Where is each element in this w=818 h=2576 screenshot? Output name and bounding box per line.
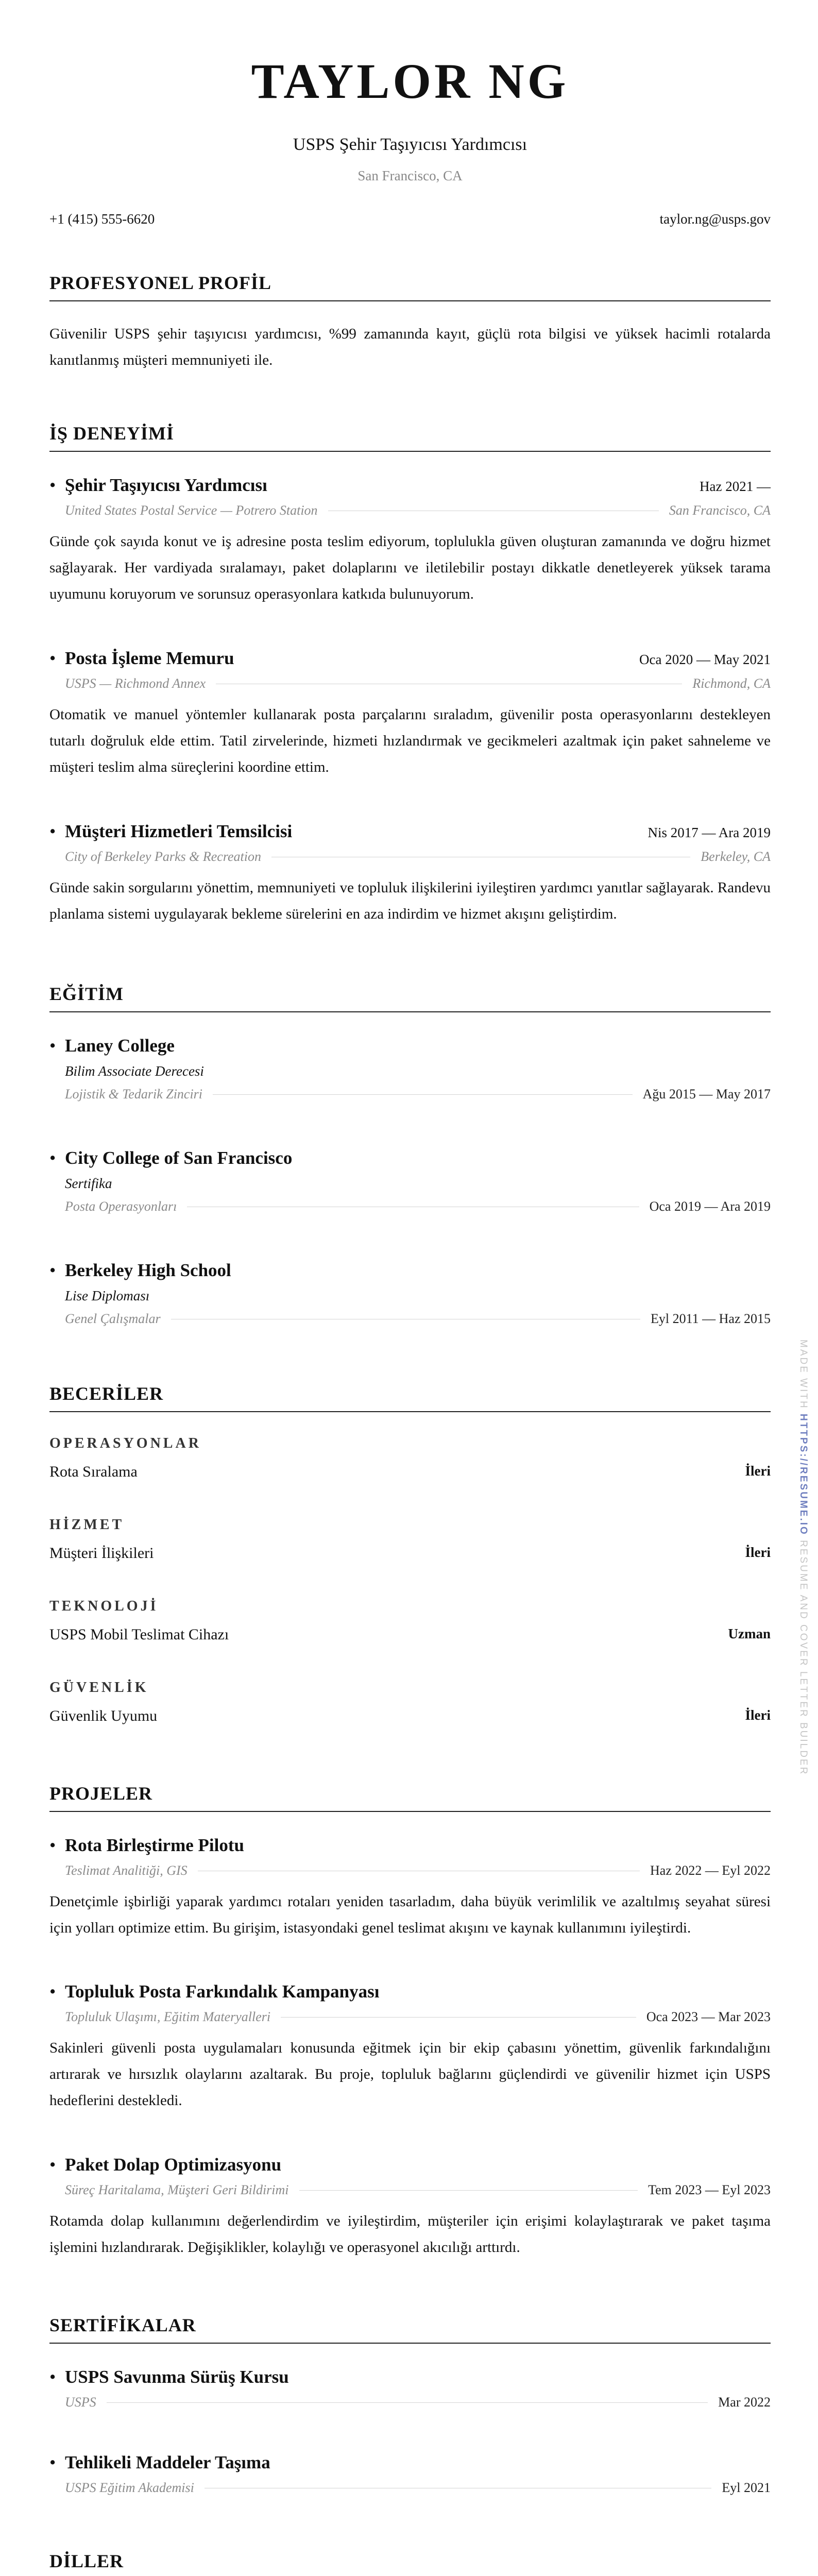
education-item — [49, 1036, 771, 1102]
projects-section — [49, 1783, 771, 1812]
experience-item — [49, 821, 771, 927]
project-tags: Topluluk Ulaşımı, Eğitim Materyalleri — [65, 2009, 271, 2024]
education-date: Oca 2019 — Ara 2019 — [649, 1199, 771, 1214]
job-employer: USPS — Richmond Annex — [65, 676, 206, 691]
project-description: Denetçimle işbirliği yaparak yardımcı rotaları yeniden tasarladım, daha büyük verimlilik ve azaltılmış seyahat süresi için yolları optimize ettim. Bu girişim, istasyondaki genel teslimat akışını ve kaynak kullanımını iyileştirdi. — [49, 1893, 771, 1936]
skill-name: Müşteri İlişkileri — [49, 1545, 154, 1562]
profile-heading: PROFESYONEL PROFİL — [49, 272, 771, 301]
contact-row — [49, 211, 771, 227]
skill-level: İleri — [745, 1545, 771, 1560]
school-name: • Berkeley High School — [49, 1260, 231, 1281]
certification-title: • Tehlikeli Maddeler Taşıma — [49, 2452, 270, 2473]
job-location: Richmond, CA — [692, 676, 771, 691]
project-title: • Rota Birleştirme Pilotu — [49, 1835, 244, 1856]
skill-category: HİZMET — [49, 1517, 125, 1533]
job-location: Berkeley, CA — [701, 849, 771, 864]
project-title: • Topluluk Posta Farkındalık Kampanyası — [49, 1981, 379, 2002]
education-item — [49, 1260, 771, 1327]
location: San Francisco, CA — [357, 168, 463, 183]
experience-heading: İŞ DENEYİMİ — [49, 422, 771, 452]
certification-date: Mar 2022 — [718, 2395, 771, 2410]
skills-section — [49, 1383, 771, 1412]
profile-text: Güvenilir USPS şehir taşıyıcısı yardımcısı, %99 zamanında kayıt, güçlü rota bilgisi ve yüksek hacimli rotalarda kanıtlanmış müşteri memnuniyeti ile. — [49, 326, 771, 369]
watermark-link[interactable]: HTTPS://RESUME.IO — [798, 1414, 809, 1536]
project-tags: Süreç Haritalama, Müşteri Geri Bildirimi — [65, 2182, 289, 2197]
education-section — [49, 983, 771, 1012]
certifications-heading: SERTİFİKALAR — [49, 2314, 771, 2344]
skills-heading: BECERİLER — [49, 1383, 771, 1412]
skill-category: OPERASYONLAR — [49, 1435, 201, 1451]
watermark-prefix: MADE WITH — [798, 1340, 809, 1410]
degree: Lise Diploması — [65, 1288, 150, 1303]
job-description: Otomatik ve manuel yöntemler kullanarak posta parçalarını sıraladım, güvenilir posta operasyonlarını destekleyen tutarlı doğruluk elde ettim. Tatil zirvelerinde, hizmeti hızlandırmak ve gecikmeleri azaltmak için paket sahneleme ve müşteri teslim alma süreçlerini koordine ettim. — [49, 706, 771, 775]
skill-name: USPS Mobil Teslimat Cihazı — [49, 1626, 229, 1643]
skill-level: Uzman — [728, 1626, 771, 1641]
skill-level: İleri — [745, 1707, 771, 1723]
experience-section — [49, 422, 771, 452]
experience-item — [49, 648, 771, 781]
field-of-study: Posta Operasyonları — [65, 1199, 177, 1214]
job-position: • Posta İşleme Memuru — [49, 648, 234, 669]
field-of-study: Genel Çalışmalar — [65, 1311, 161, 1326]
job-location: San Francisco, CA — [669, 503, 771, 518]
skill-group — [49, 1680, 771, 1725]
job-date: Nis 2017 — Ara 2019 — [647, 825, 771, 840]
project-date: Haz 2022 — Eyl 2022 — [650, 1863, 771, 1878]
job-position: • Şehir Taşıyıcısı Yardımcısı — [49, 475, 267, 496]
certification-issuer: USPS Eğitim Akademisi — [65, 2480, 194, 2495]
job-date: Oca 2020 — May 2021 — [639, 652, 771, 667]
field-of-study: Lojistik & Tedarik Zinciri — [65, 1087, 203, 1101]
certification-issuer: USPS — [65, 2395, 96, 2410]
certification-date: Eyl 2021 — [722, 2480, 771, 2495]
candidate-name: TAYLOR NG — [251, 54, 569, 109]
job-description: Günde sakin sorgularını yönettim, memnuniyeti ve topluluk ilişkilerini iyileştiren yardımcı yanıtlar sağlayarak. Randevu planlama sistemi uygulayarak bekleme sürelerini en aza indirdim ve hizmet akışını geliştirdim. — [49, 879, 771, 922]
job-employer: United States Postal Service — Potrero Station — [65, 503, 318, 518]
school-name: • City College of San Francisco — [49, 1148, 292, 1168]
job-position: • Müşteri Hizmetleri Temsilcisi — [49, 821, 292, 842]
project-item — [49, 1981, 771, 2114]
skill-name: Güvenlik Uyumu — [49, 1707, 158, 1724]
degree: Bilim Associate Derecesi — [65, 1063, 204, 1079]
skill-category: GÜVENLİK — [49, 1680, 149, 1696]
skill-category: TEKNOLOJİ — [49, 1598, 159, 1614]
languages-heading: DİLLER — [49, 2550, 771, 2576]
project-description: Sakinleri güvenli posta uygulamaları konusunda eğitmek için bir ekip çabasını yönettim, güvenlik farkındalığını artırarak ve hırsızlık olaylarını azaltarak. Bu proje, topluluk bağlarını güçlendirdi ve güvenilir hizmet için USPS hedeflerini destekledi. — [49, 2040, 771, 2109]
phone[interactable]: +1 (415) 555-6620 — [49, 211, 155, 227]
languages-section — [49, 2550, 771, 2576]
profile-section — [49, 272, 771, 374]
job-employer: City of Berkeley Parks & Recreation — [65, 849, 261, 864]
job-date: Haz 2021 — — [700, 479, 771, 494]
project-title: • Paket Dolap Optimizasyonu — [49, 2155, 281, 2175]
job-title: USPS Şehir Taşıyıcısı Yardımcısı — [293, 135, 527, 154]
project-item — [49, 2155, 771, 2261]
education-date: Eyl 2011 — Haz 2015 — [651, 1311, 771, 1326]
skill-level: İleri — [745, 1463, 771, 1479]
project-tags: Teslimat Analitiği, GIS — [65, 1863, 188, 1878]
projects-heading: PROJELER — [49, 1783, 771, 1812]
email[interactable]: taylor.ng@usps.gov — [659, 211, 771, 227]
experience-item — [49, 475, 771, 607]
education-heading: EĞİTİM — [49, 983, 771, 1012]
project-item — [49, 1835, 771, 1941]
job-description: Günde çok sayıda konut ve iş adresine posta teslim ediyorum, toplulukla güven oluşturan zamanında ve doğru hizmet sağlayarak. Her vardiyada sıralamayı, paket dolaplarını ve iletilebilir postayı dikkatle denetleyerek yüksek tarama uyumunu koruyorum ve sorunsuz operasyonlara katkıda bulunuyorum. — [49, 533, 771, 602]
certifications-section — [49, 2314, 771, 2344]
skill-group — [49, 1517, 771, 1562]
builder-watermark — [798, 1340, 809, 1775]
project-date: Tem 2023 — Eyl 2023 — [648, 2182, 771, 2197]
education-item — [49, 1148, 771, 1214]
degree: Sertifika — [65, 1176, 112, 1191]
education-date: Ağu 2015 — May 2017 — [642, 1087, 771, 1101]
watermark-suffix: RESUME AND COVER LETTER BUILDER — [798, 1540, 809, 1776]
school-name: • Laney College — [49, 1036, 175, 1056]
skill-name: Rota Sıralama — [49, 1463, 138, 1480]
certification-item — [49, 2452, 771, 2496]
skill-group — [49, 1435, 771, 1481]
certification-title: • USPS Savunma Sürüş Kursu — [49, 2367, 289, 2387]
project-description: Rotamda dolap kullanımını değerlendirdim ve iyileştirdim, müşteriler için erişimi kolaylaştırarak ve paket taşıma işlemini hızlandırarak. Değişiklikler, kolaylığı ve operasyonel akıcılığı arttırdı. — [49, 2213, 771, 2256]
skill-group — [49, 1598, 771, 1643]
certification-item — [49, 2367, 771, 2410]
project-date: Oca 2023 — Mar 2023 — [646, 2009, 771, 2024]
